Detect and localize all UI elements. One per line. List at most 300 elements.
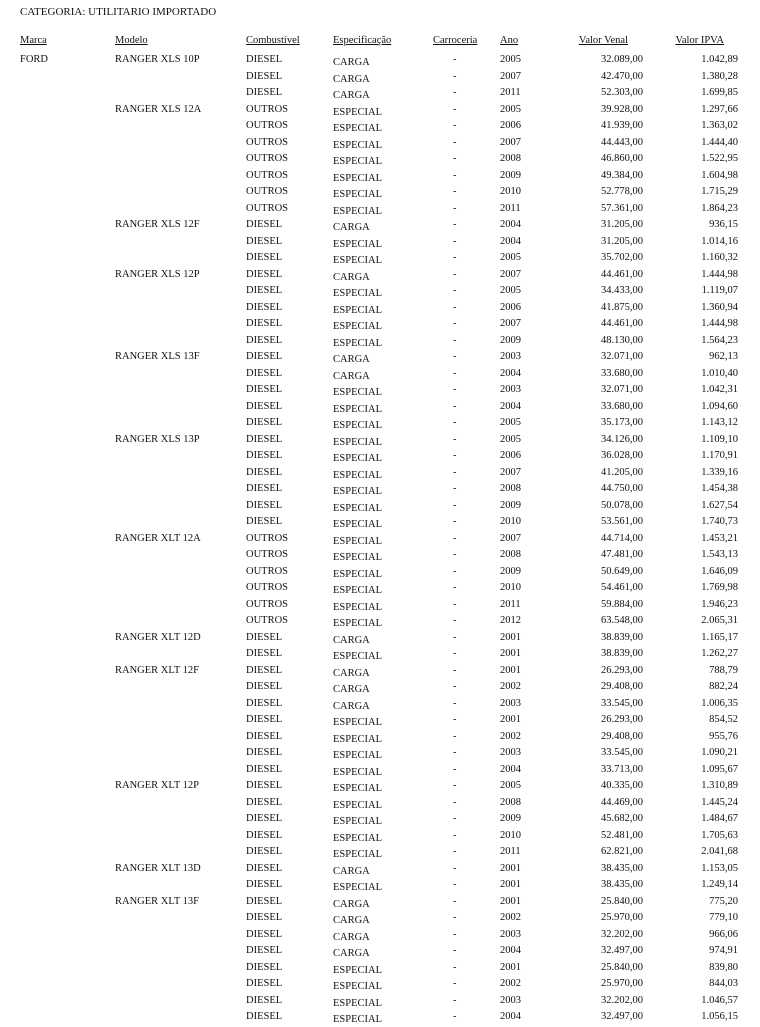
cell-ano: 2003	[500, 928, 521, 940]
cell-combustivel: DIESEL	[246, 351, 283, 362]
cell-valor-venal: 48.130,00	[601, 334, 643, 346]
cell-valor-venal: 29.408,00	[601, 730, 643, 742]
cell-ano: 2009	[500, 169, 521, 181]
cell-valor-ipva: 966,06	[709, 928, 738, 940]
cell-carroceria: -	[453, 912, 457, 923]
cell-carroceria: -	[453, 483, 457, 494]
table-row	[0, 681, 760, 697]
cell-valor-venal: 40.335,00	[601, 780, 643, 791]
cell-valor-venal: 44.750,00	[601, 483, 643, 494]
header-carroceria: Carroceria	[433, 35, 478, 46]
cell-carroceria: -	[453, 54, 457, 65]
cell-ano: 2011	[500, 87, 521, 98]
cell-carroceria: -	[453, 994, 457, 1006]
cell-ano: 2009	[500, 334, 521, 346]
cell-carroceria: -	[453, 285, 457, 296]
cell-combustivel: OUTROS	[246, 103, 289, 115]
cell-especificacao: ESPECIAL	[333, 766, 383, 778]
cell-combustivel: OUTROS	[246, 169, 289, 181]
table-row	[0, 698, 760, 714]
cell-carroceria: -	[453, 153, 457, 164]
cell-valor-venal: 26.293,00	[601, 714, 643, 725]
cell-ano: 2003	[500, 351, 521, 362]
cell-carroceria: -	[453, 648, 457, 659]
cell-ano: 2007	[500, 532, 521, 544]
table-row	[0, 747, 760, 763]
cell-modelo: RANGER XLT 12F	[115, 664, 200, 676]
cell-carroceria: -	[453, 813, 457, 824]
cell-valor-venal: 44.714,00	[601, 532, 643, 544]
cell-valor-ipva: 1.095,67	[701, 763, 738, 775]
table-row	[0, 120, 760, 136]
cell-especificacao: CARGA	[333, 370, 370, 382]
cell-ano: 2001	[500, 631, 521, 643]
cell-combustivel: DIESEL	[246, 780, 283, 791]
cell-combustivel: DIESEL	[246, 763, 283, 775]
cell-valor-venal: 41.939,00	[601, 120, 643, 131]
cell-carroceria: -	[453, 664, 457, 676]
cell-valor-ipva: 1.360,94	[701, 301, 738, 313]
cell-valor-ipva: 1.109,10	[701, 433, 738, 445]
cell-modelo: RANGER XLS 12A	[115, 103, 202, 115]
cell-carroceria: -	[453, 763, 457, 775]
cell-ano: 2005	[500, 103, 521, 115]
cell-combustivel: OUTROS	[246, 565, 289, 577]
cell-valor-venal: 33.680,00	[601, 367, 643, 379]
cell-valor-ipva: 1.646,09	[701, 565, 738, 577]
cell-carroceria: -	[453, 351, 457, 362]
cell-combustivel: DIESEL	[246, 829, 283, 841]
cell-valor-venal: 38.435,00	[601, 862, 643, 874]
cell-valor-ipva: 974,91	[709, 945, 738, 956]
cell-combustivel: DIESEL	[246, 433, 283, 445]
cell-valor-venal: 54.461,00	[601, 582, 643, 593]
cell-valor-ipva: 1.014,16	[701, 235, 738, 247]
cell-ano: 2003	[500, 747, 521, 758]
cell-valor-ipva: 1.705,63	[701, 829, 738, 841]
table-row	[0, 219, 760, 235]
cell-valor-ipva: 2.041,68	[701, 846, 738, 857]
cell-carroceria: -	[453, 417, 457, 428]
table-row	[0, 434, 760, 450]
cell-carroceria: -	[453, 714, 457, 725]
cell-combustivel: DIESEL	[246, 813, 283, 824]
cell-ano: 2001	[500, 961, 521, 973]
cell-combustivel: OUTROS	[246, 582, 289, 593]
cell-carroceria: -	[453, 780, 457, 791]
table-row	[0, 566, 760, 582]
cell-especificacao: ESPECIAL	[333, 205, 383, 217]
cell-valor-ipva: 1.042,89	[701, 54, 738, 65]
cell-ano: 2005	[500, 285, 521, 296]
table-row	[0, 912, 760, 928]
table-row	[0, 269, 760, 285]
cell-carroceria: -	[453, 499, 457, 511]
cell-combustivel: DIESEL	[246, 252, 283, 263]
cell-carroceria: -	[453, 367, 457, 379]
table-row	[0, 830, 760, 846]
cell-ano: 2005	[500, 433, 521, 445]
cell-combustivel: OUTROS	[246, 532, 289, 544]
cell-modelo: RANGER XLS 12F	[115, 219, 200, 230]
cell-ano: 2009	[500, 565, 521, 577]
header-especificacao: Especificação	[333, 35, 392, 46]
cell-carroceria: -	[453, 681, 457, 692]
table-row	[0, 71, 760, 87]
cell-carroceria: -	[453, 120, 457, 131]
cell-especificacao: CARGA	[333, 90, 370, 101]
cell-valor-ipva: 775,20	[709, 895, 738, 907]
cell-valor-venal: 63.548,00	[601, 615, 643, 626]
cell-combustivel: DIESEL	[246, 499, 283, 511]
cell-especificacao: ESPECIAL	[333, 106, 383, 118]
cell-combustivel: DIESEL	[246, 516, 283, 527]
cell-combustivel: DIESEL	[246, 681, 283, 692]
cell-carroceria: -	[453, 747, 457, 758]
cell-valor-venal: 34.126,00	[601, 433, 643, 445]
cell-carroceria: -	[453, 532, 457, 544]
cell-especificacao: ESPECIAL	[333, 717, 383, 728]
cell-valor-ipva: 1.445,24	[701, 796, 738, 808]
cell-valor-venal: 47.481,00	[601, 549, 643, 560]
cell-valor-venal: 32.071,00	[601, 351, 643, 362]
cell-valor-venal: 57.361,00	[601, 202, 643, 214]
cell-especificacao: ESPECIAL	[333, 288, 383, 299]
table-row	[0, 335, 760, 351]
cell-combustivel: DIESEL	[246, 54, 283, 65]
table-row	[0, 87, 760, 103]
cell-ano: 2005	[500, 54, 521, 65]
header-marca: Marca	[20, 35, 47, 46]
cell-valor-venal: 45.682,00	[601, 813, 643, 824]
cell-valor-venal: 31.205,00	[601, 235, 643, 247]
cell-carroceria: -	[453, 928, 457, 940]
cell-especificacao: ESPECIAL	[333, 1014, 383, 1025]
cell-ano: 2005	[500, 417, 521, 428]
cell-ano: 2008	[500, 483, 521, 494]
cell-ano: 2007	[500, 466, 521, 478]
cell-combustivel: DIESEL	[246, 895, 283, 907]
cell-ano: 2007	[500, 318, 521, 329]
cell-especificacao: ESPECIAL	[333, 403, 383, 415]
cell-carroceria: -	[453, 334, 457, 346]
cell-combustivel: DIESEL	[246, 879, 283, 890]
cell-combustivel: OUTROS	[246, 202, 289, 214]
cell-especificacao: ESPECIAL	[333, 238, 383, 250]
cell-valor-ipva: 1.010,40	[701, 367, 738, 379]
cell-carroceria: -	[453, 400, 457, 412]
table-row	[0, 533, 760, 549]
cell-especificacao: CARGA	[333, 898, 370, 910]
header-ano: Ano	[500, 35, 519, 46]
cell-valor-ipva: 2.065,31	[701, 615, 738, 626]
cell-ano: 2010	[500, 186, 521, 197]
cell-especificacao: ESPECIAL	[333, 453, 383, 464]
cell-valor-venal: 38.435,00	[601, 879, 643, 890]
cell-ano: 2007	[500, 136, 521, 148]
cell-ano: 2004	[500, 219, 521, 230]
cell-carroceria: -	[453, 862, 457, 874]
table-row	[0, 665, 760, 681]
cell-combustivel: DIESEL	[246, 961, 283, 973]
cell-carroceria: -	[453, 945, 457, 956]
table-row	[0, 896, 760, 912]
table-row	[0, 929, 760, 945]
cell-combustivel: DIESEL	[246, 928, 283, 940]
cell-especificacao: CARGA	[333, 700, 370, 712]
table-row	[0, 764, 760, 780]
cell-valor-venal: 32.497,00	[601, 945, 643, 956]
cell-carroceria: -	[453, 582, 457, 593]
cell-valor-ipva: 1.484,67	[701, 813, 738, 824]
cell-valor-venal: 36.028,00	[601, 450, 643, 461]
table-row	[0, 632, 760, 648]
cell-carroceria: -	[453, 169, 457, 181]
cell-valor-venal: 42.470,00	[601, 70, 643, 82]
cell-valor-ipva: 1.444,40	[701, 136, 738, 148]
cell-ano: 2004	[500, 367, 521, 379]
cell-combustivel: DIESEL	[246, 846, 283, 857]
cell-ano: 2004	[500, 235, 521, 247]
cell-especificacao: ESPECIAL	[333, 535, 383, 547]
cell-carroceria: -	[453, 252, 457, 263]
table-row	[0, 236, 760, 252]
cell-especificacao: ESPECIAL	[333, 882, 383, 893]
cell-valor-venal: 52.303,00	[601, 87, 643, 98]
cell-valor-venal: 62.821,00	[601, 846, 643, 857]
cell-carroceria: -	[453, 466, 457, 478]
cell-valor-ipva: 1.262,27	[701, 648, 738, 659]
cell-valor-ipva: 1.006,35	[701, 697, 738, 709]
table-row	[0, 302, 760, 318]
table-row	[0, 401, 760, 417]
cell-modelo: RANGER XLT 12P	[115, 780, 200, 791]
cell-combustivel: OUTROS	[246, 549, 289, 560]
cell-valor-venal: 29.408,00	[601, 681, 643, 692]
cell-combustivel: DIESEL	[246, 400, 283, 412]
cell-valor-ipva: 955,76	[709, 730, 738, 742]
cell-especificacao: ESPECIAL	[333, 189, 383, 200]
cell-valor-ipva: 962,13	[709, 351, 738, 362]
cell-carroceria: -	[453, 202, 457, 214]
cell-valor-ipva: 1.056,15	[701, 1011, 738, 1022]
cell-carroceria: -	[453, 70, 457, 82]
cell-ano: 2007	[500, 268, 521, 280]
cell-valor-venal: 35.173,00	[601, 417, 643, 428]
cell-valor-ipva: 1.094,60	[701, 400, 738, 412]
cell-especificacao: CARGA	[333, 222, 370, 233]
cell-especificacao: ESPECIAL	[333, 981, 383, 992]
cell-especificacao: ESPECIAL	[333, 123, 383, 134]
cell-combustivel: DIESEL	[246, 978, 283, 989]
table-row	[0, 318, 760, 334]
table-row	[0, 417, 760, 433]
header-modelo: Modelo	[115, 35, 148, 46]
cell-carroceria: -	[453, 1011, 457, 1022]
cell-ano: 2002	[500, 730, 521, 742]
cell-combustivel: DIESEL	[246, 648, 283, 659]
cell-combustivel: DIESEL	[246, 730, 283, 742]
table-row	[0, 648, 760, 664]
header-valor-venal: Valor Venal	[578, 35, 628, 46]
cell-ano: 2006	[500, 450, 521, 461]
cell-combustivel: OUTROS	[246, 153, 289, 164]
cell-combustivel: DIESEL	[246, 664, 283, 676]
cell-carroceria: -	[453, 615, 457, 626]
cell-modelo: RANGER XLT 13D	[115, 862, 201, 874]
table-row	[0, 1011, 760, 1027]
cell-valor-venal: 41.875,00	[601, 301, 643, 313]
cell-ano: 2001	[500, 648, 521, 659]
cell-combustivel: OUTROS	[246, 186, 289, 197]
cell-carroceria: -	[453, 318, 457, 329]
table-row	[0, 599, 760, 615]
table-row	[0, 137, 760, 153]
cell-valor-ipva: 854,52	[709, 714, 738, 725]
table-row	[0, 797, 760, 813]
cell-especificacao: ESPECIAL	[333, 832, 383, 844]
cell-valor-venal: 33.713,00	[601, 763, 643, 775]
cell-valor-ipva: 1.946,23	[701, 598, 738, 610]
cell-carroceria: -	[453, 136, 457, 148]
cell-combustivel: DIESEL	[246, 268, 283, 280]
cell-especificacao: ESPECIAL	[333, 469, 383, 481]
cell-especificacao: ESPECIAL	[333, 651, 383, 662]
cell-especificacao: ESPECIAL	[333, 387, 383, 398]
cell-carroceria: -	[453, 697, 457, 709]
cell-valor-ipva: 1.454,38	[701, 483, 738, 494]
cell-valor-venal: 38.839,00	[601, 631, 643, 643]
cell-valor-ipva: 1.715,29	[701, 186, 738, 197]
cell-valor-ipva: 936,15	[709, 219, 738, 230]
cell-valor-venal: 34.433,00	[601, 285, 643, 296]
cell-combustivel: DIESEL	[246, 384, 283, 395]
table-row	[0, 467, 760, 483]
cell-especificacao: ESPECIAL	[333, 502, 383, 514]
cell-modelo: RANGER XLS 13P	[115, 433, 200, 445]
cell-valor-venal: 25.840,00	[601, 961, 643, 973]
cell-valor-venal: 32.071,00	[601, 384, 643, 395]
table-row	[0, 483, 760, 499]
cell-especificacao: ESPECIAL	[333, 783, 383, 794]
cell-especificacao: ESPECIAL	[333, 337, 383, 349]
cell-ano: 2003	[500, 697, 521, 709]
cell-ano: 2010	[500, 516, 521, 527]
cell-valor-ipva: 1.627,54	[701, 499, 738, 511]
cell-ano: 2004	[500, 763, 521, 775]
cell-valor-ipva: 839,80	[709, 961, 738, 973]
cell-carroceria: -	[453, 186, 457, 197]
cell-especificacao: CARGA	[333, 354, 370, 365]
cell-ano: 2009	[500, 813, 521, 824]
cell-especificacao: CARGA	[333, 865, 370, 877]
cell-carroceria: -	[453, 730, 457, 742]
table-row	[0, 846, 760, 862]
table-row	[0, 252, 760, 268]
table-row	[0, 549, 760, 565]
cell-especificacao: ESPECIAL	[333, 568, 383, 580]
cell-especificacao: ESPECIAL	[333, 552, 383, 563]
table-row	[0, 384, 760, 400]
cell-especificacao: ESPECIAL	[333, 436, 383, 448]
cell-modelo: RANGER XLT 12D	[115, 631, 201, 643]
cell-combustivel: DIESEL	[246, 994, 283, 1006]
cell-ano: 2003	[500, 384, 521, 395]
cell-ano: 2003	[500, 994, 521, 1006]
cell-combustivel: DIESEL	[246, 285, 283, 296]
table-row	[0, 170, 760, 186]
cell-especificacao: ESPECIAL	[333, 304, 383, 316]
cell-especificacao: ESPECIAL	[333, 750, 383, 761]
cell-valor-venal: 35.702,00	[601, 252, 643, 263]
cell-carroceria: -	[453, 268, 457, 280]
cell-especificacao: ESPECIAL	[333, 601, 383, 613]
cell-valor-venal: 50.649,00	[601, 565, 643, 577]
cell-valor-ipva: 1.564,23	[701, 334, 738, 346]
cell-valor-ipva: 1.453,21	[701, 532, 738, 544]
table-row	[0, 962, 760, 978]
cell-especificacao: ESPECIAL	[333, 139, 383, 151]
cell-carroceria: -	[453, 516, 457, 527]
cell-ano: 2006	[500, 120, 521, 131]
cell-valor-ipva: 1.444,98	[701, 268, 738, 280]
cell-combustivel: OUTROS	[246, 615, 289, 626]
cell-carroceria: -	[453, 565, 457, 577]
cell-valor-ipva: 1.769,98	[701, 582, 738, 593]
cell-valor-ipva: 1.543,13	[701, 549, 738, 560]
cell-ano: 2011	[500, 846, 521, 857]
table-row	[0, 863, 760, 879]
cell-valor-ipva: 1.339,16	[701, 466, 738, 478]
cell-ano: 2002	[500, 912, 521, 923]
cell-valor-ipva: 1.090,21	[701, 747, 738, 758]
table-row	[0, 995, 760, 1011]
table-row	[0, 945, 760, 961]
cell-combustivel: DIESEL	[246, 70, 283, 82]
cell-modelo: RANGER XLT 13F	[115, 895, 200, 907]
table-row	[0, 285, 760, 301]
header-combustivel: Combustível	[246, 35, 300, 46]
cell-valor-venal: 41.205,00	[601, 466, 643, 478]
cell-combustivel: DIESEL	[246, 796, 283, 808]
cell-valor-venal: 44.461,00	[601, 268, 643, 280]
cell-especificacao: ESPECIAL	[333, 618, 383, 629]
cell-valor-ipva: 882,24	[709, 681, 738, 692]
cell-valor-venal: 33.680,00	[601, 400, 643, 412]
cell-carroceria: -	[453, 87, 457, 98]
cell-especificacao: ESPECIAL	[333, 997, 383, 1009]
cell-especificacao: ESPECIAL	[333, 486, 383, 497]
cell-combustivel: OUTROS	[246, 598, 289, 610]
table-row	[0, 714, 760, 730]
cell-ano: 2001	[500, 862, 521, 874]
header-valor-ipva: Valor IPVA	[675, 35, 724, 46]
cell-combustivel: DIESEL	[246, 417, 283, 428]
table-row	[0, 104, 760, 120]
cell-especificacao: ESPECIAL	[333, 156, 383, 167]
cell-valor-venal: 49.384,00	[601, 169, 643, 181]
cell-ano: 2001	[500, 714, 521, 725]
cell-especificacao: ESPECIAL	[333, 733, 383, 745]
cell-valor-venal: 38.839,00	[601, 648, 643, 659]
cell-modelo: RANGER XLS 12P	[115, 268, 200, 280]
cell-valor-ipva: 1.522,95	[701, 153, 738, 164]
cell-valor-ipva: 1.042,31	[701, 384, 738, 395]
cell-especificacao: CARGA	[333, 271, 370, 283]
cell-valor-venal: 31.205,00	[601, 219, 643, 230]
table-row	[0, 516, 760, 532]
table-row	[0, 500, 760, 516]
